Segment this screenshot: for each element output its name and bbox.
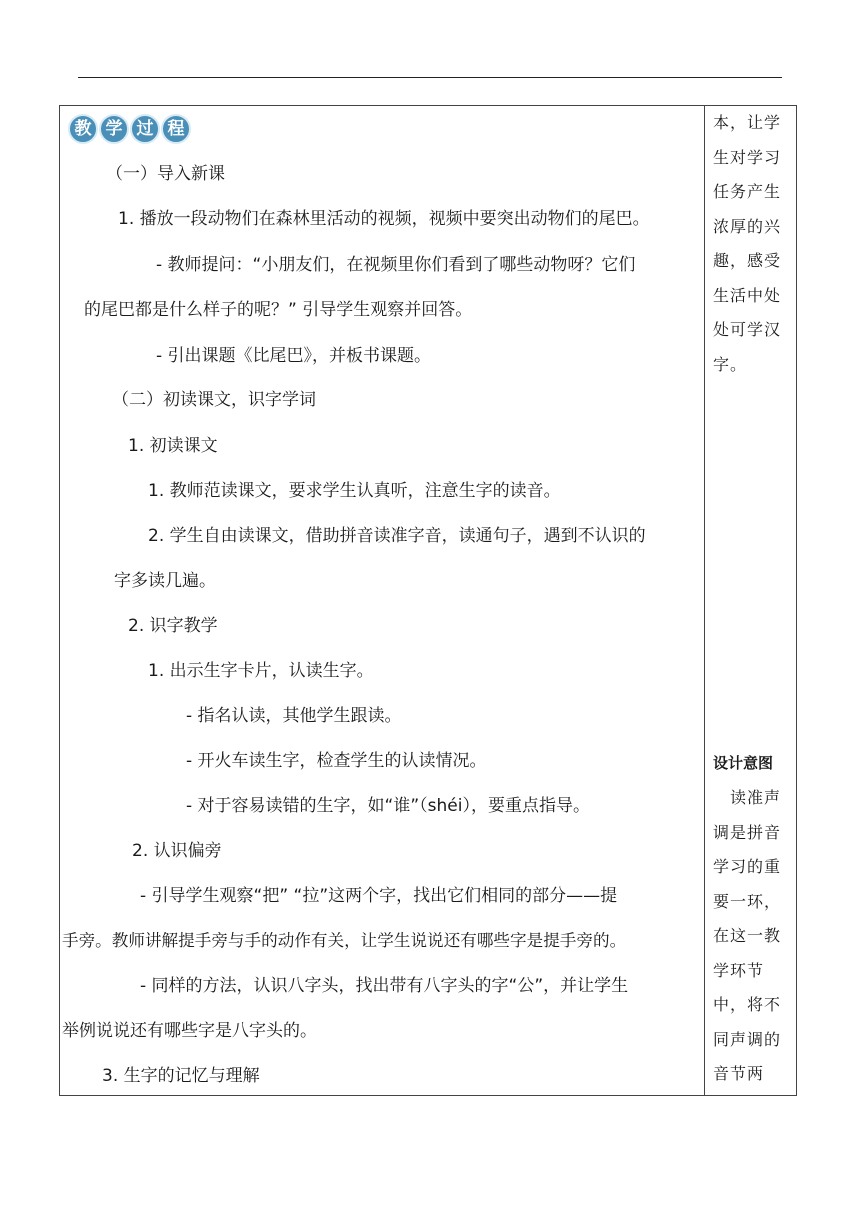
section-heading-intro: （一）导入新课 [106, 164, 225, 184]
subheading: 2. 认识偏旁 [132, 841, 222, 861]
paragraph-line: - 引导学生观察“把” “拉”这两个字，找出它们相同的部分——提 [140, 886, 618, 906]
paragraph-line: - 同样的方法，认识八字头，找出带有八字头的字“公”，并让学生 [140, 976, 629, 996]
header-rule [78, 77, 782, 78]
side-note-text: 本，让学生对学习任务产生浓厚的兴趣，感受生活中处处可学汉字。 [713, 113, 782, 374]
design-intent-text: 读准声调是拼音学习的重要一环，在这一教学环节中，将不同声调的音节两 [713, 788, 782, 1083]
lesson-plan-table [59, 105, 797, 1096]
paragraph-line: - 指名认读，其他学生跟读。 [186, 706, 402, 726]
paragraph-line: 手旁。教师讲解提手旁与手的动作有关，让学生说说还有哪些字是提手旁的。 [62, 931, 627, 950]
teaching-process-badge [68, 114, 191, 144]
paragraph-line: 举例说说还有哪些字是八字头的。 [62, 1021, 317, 1041]
paragraph-line: - 对于容易读错的生字，如“谁”（shéi），要重点指导。 [186, 796, 590, 816]
badge-char: 程 [161, 114, 191, 144]
paragraph-line: 1. 教师范读课文，要求学生认真听，注意生字的读音。 [148, 481, 561, 501]
badge-char: 学 [99, 114, 129, 144]
subheading: 1. 初读课文 [128, 436, 218, 456]
paragraph-line: 的尾巴都是什么样子的呢？” 引导学生观察并回答。 [84, 300, 473, 320]
design-intent-heading: 设计意图 [713, 754, 774, 772]
paragraph-line: 字多读几遍。 [114, 571, 216, 591]
paragraph-line: 1. 出示生字卡片，认读生字。 [148, 661, 374, 681]
paragraph-line: 1. 播放一段动物们在森林里活动的视频，视频中要突出动物们的尾巴。 [118, 209, 650, 229]
paragraph-line: - 教师提问：“小朋友们，在视频里你们看到了哪些动物呀？它们 [156, 255, 636, 275]
subheading: 2. 识字教学 [128, 616, 218, 636]
paragraph-line: - 开火车读生字，检查学生的认读情况。 [186, 751, 487, 771]
badge-char: 过 [130, 114, 160, 144]
section-heading-reading: （二）初读课文，识字学词 [112, 390, 316, 410]
paragraph-line: 2. 学生自由读课文，借助拼音读准字音，读通句子，遇到不认识的 [148, 526, 646, 546]
badge-char: 教 [68, 114, 98, 144]
design-notes-column [705, 106, 796, 1095]
subheading: 3. 生字的记忆与理解 [102, 1066, 260, 1086]
teaching-process-column [60, 106, 704, 1095]
paragraph-line: - 引出课题《比尾巴》，并板书课题。 [156, 346, 432, 366]
